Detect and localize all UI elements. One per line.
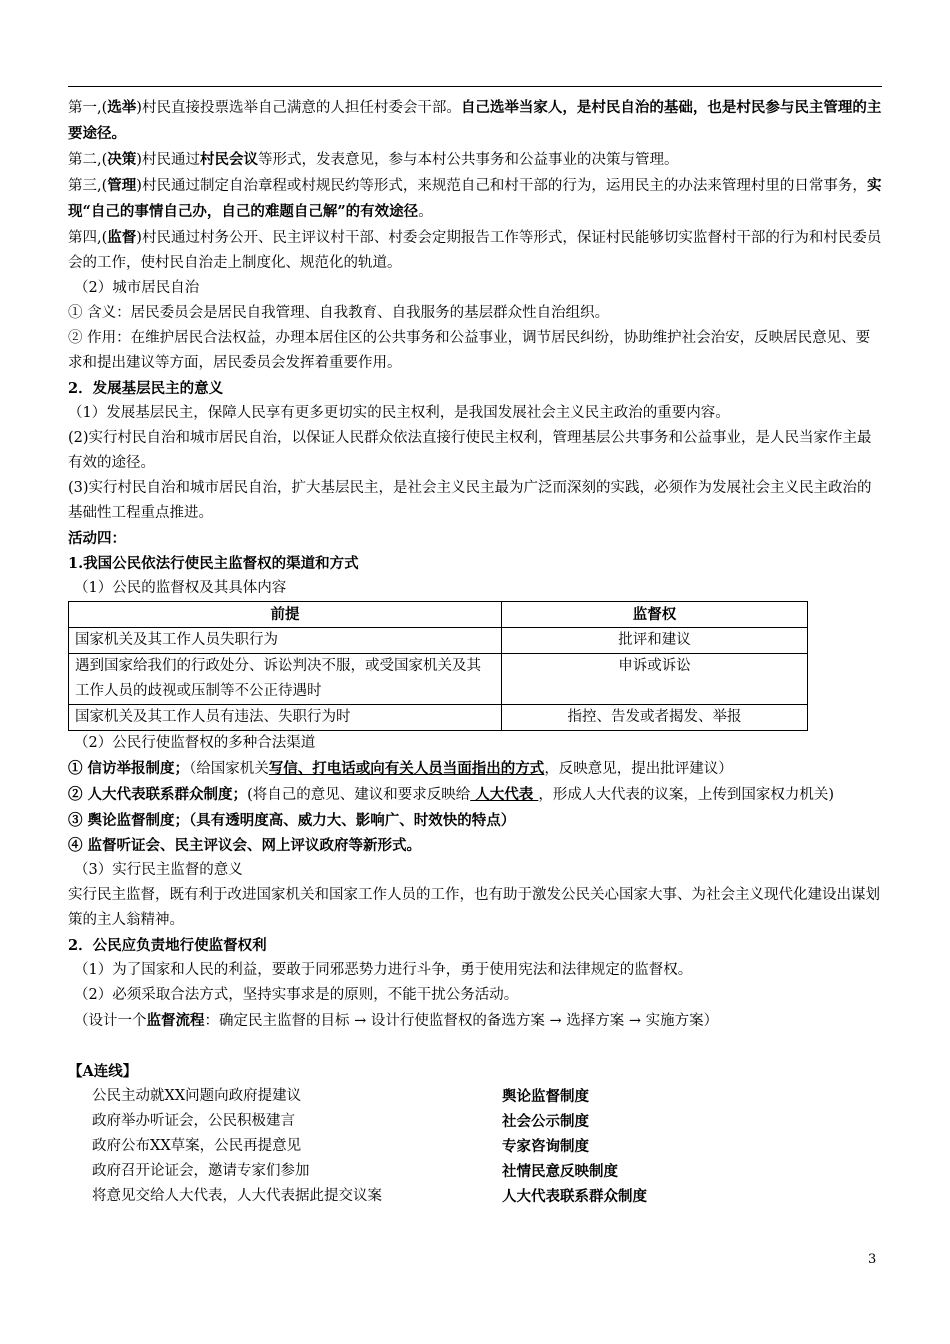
table-cell-right: 指控、告发或者揭发、举报 xyxy=(502,705,808,731)
channel-new-forms: ④ 监督听证会、民主评议会、网上评议政府等新形式。 xyxy=(68,837,422,854)
responsible-item: （2）必须采取合法方式，坚持实事求是的原则，不能干扰公务活动。 xyxy=(74,987,519,1003)
urban-meaning: ① 含义：居民委员会是居民自我管理、自我教育、自我服务的基层群众性自治组织。 xyxy=(68,305,610,321)
table-cell-premise: 国家机关及其工作人员失职行为 xyxy=(69,628,502,654)
supervision-rights-table xyxy=(68,601,808,731)
matching-right-item: 社情民意反映制度 xyxy=(502,1163,618,1180)
matching-left-item: 公民主动就XX问题向政府提建议 xyxy=(92,1088,302,1104)
table-row xyxy=(69,705,808,731)
header-rule xyxy=(68,86,882,87)
matching-title: 【A连线】 xyxy=(68,1063,138,1080)
village-decision-paragraph: 第二,(决策)村民通过村民会议等形式，发表意见，参与本村公共事务和公益事业的决策与管理。 xyxy=(68,151,679,168)
channel-npc-deputies: ② 人大代表联系群众制度；(将自己的意见、建议和要求反映给 人大代表 ，形成人大代表的议案，上传到国家权力机关) xyxy=(68,786,834,803)
table-cell-right: 批评和建议 xyxy=(502,628,808,654)
matching-row xyxy=(68,1159,882,1184)
channels-heading: 1.我国公民依法行使民主监督权的渠道和方式 xyxy=(68,555,359,572)
matching-right-item: 社会公示制度 xyxy=(502,1113,589,1130)
village-supervision-paragraph: 第四,(监督)村民通过村务公开、民主评议村干部、村委会定期报告工作等形式，保证村民能够切实监督村干部的行为和村民委员会的工作，使村民自治走上制度化、规范化的轨道。 xyxy=(68,229,882,271)
legal-channels-subheading: （2）公民行使监督权的多种合法渠道 xyxy=(74,735,316,751)
table-row xyxy=(69,654,808,705)
matching-right-item: 舆论监督制度 xyxy=(502,1088,589,1105)
matching-right-item: 人大代表联系群众制度 xyxy=(502,1188,647,1205)
page-content xyxy=(68,95,882,1209)
supervision-flow: （设计一个监督流程：确定民主监督的目标 → 设计行使监督权的备选方案 → 选择方案 → 实施方案） xyxy=(74,1012,719,1029)
matching-left-item: 将意见交给人大代表，人大代表据此提交议案 xyxy=(92,1188,382,1204)
matching-row xyxy=(68,1084,882,1109)
village-election-paragraph: 第一,(选举)村民直接投票选举自己满意的人担任村委会干部。自己选举当家人，是村民自治的基础，也是村民参与民主管理的主要途径。 xyxy=(68,99,882,142)
table-cell-right: 申诉或诉讼 xyxy=(502,654,808,705)
responsible-heading: 2．公民应负责地行使监督权利 xyxy=(68,937,267,954)
urban-heading: （2）城市居民自治 xyxy=(74,280,200,296)
matching-row xyxy=(68,1184,882,1209)
activity-title: 活动四： xyxy=(68,530,126,547)
table-header-right: 监督权 xyxy=(502,602,808,628)
matching-left-item: 政府召开论证会，邀请专家们参加 xyxy=(92,1163,310,1179)
table-cell-premise: 国家机关及其工作人员有违法、失职行为时 xyxy=(69,705,502,731)
channel-petition: ① 信访举报制度；（给国家机关写信、打电话或向有关人员当面指出的方式，反映意见，提出批评建议） xyxy=(68,760,733,777)
significance-heading: 2．发展基层民主的意义 xyxy=(68,380,224,397)
page-number: 3 xyxy=(868,1252,877,1267)
matching-row xyxy=(68,1109,882,1134)
significance-item: (2)实行村民自治和城市居民自治，以保证人民群众依法直接行使民主权利，管理基层公共事务和公益事业，是人民当家作主最有效的途径。 xyxy=(68,430,872,471)
table-header-premise: 前提 xyxy=(69,602,502,628)
village-management-paragraph: 第三,(管理)村民通过制定自治章程或村规民约等形式，来规范自己和村干部的行为，运用民主的办法来管理村里的日常事务，实现“自己的事情自己办，自己的难题自己解”的有效途径。 xyxy=(68,177,882,220)
channel-public-opinion: ③ 舆论监督制度；（具有透明度高、威力大、影响广、时效快的特点） xyxy=(68,812,516,829)
matching-left-item: 政府举办听证会，公民积极建言 xyxy=(92,1113,295,1129)
supervision-significance-subheading: （3）实行民主监督的意义 xyxy=(74,862,243,878)
table-row xyxy=(69,628,808,654)
urban-role: ② 作用：在维护居民合法权益，办理本居住区的公共事务和公益事业，调节居民纠纷，协助维护社会治安，反映居民意见、要求和提出建议等方面，居民委员会发挥着重要作用。 xyxy=(68,330,871,371)
matching-left-item: 政府公布XX草案，公民再提意见 xyxy=(92,1138,302,1154)
significance-item: (3)实行村民自治和城市居民自治，扩大基层民主，是社会主义民主最为广泛而深刻的实践，必须作为发展社会主义民主政治的基础性工程重点推进。 xyxy=(68,480,872,521)
matching-row xyxy=(68,1134,882,1159)
responsible-item: （1）为了国家和人民的利益，要敢于同邪恶势力进行斗争，勇于使用宪法和法律规定的监督权。 xyxy=(74,962,693,978)
significance-item: （1）发展基层民主，保障人民享有更多更切实的民主权利，是我国发展社会主义民主政治的重要内容。 xyxy=(68,405,730,421)
table-header-row xyxy=(69,602,808,628)
supervision-rights-subheading: （1）公民的监督权及其具体内容 xyxy=(74,580,287,596)
table-cell-premise: 遇到国家给我们的行政处分、诉讼判决不服，或受国家机关及其工作人员的歧视或压制等不公正待遇时 xyxy=(69,654,502,705)
matching-right-item: 专家咨询制度 xyxy=(502,1138,589,1155)
supervision-significance-text: 实行民主监督，既有利于改进国家机关和国家工作人员的工作，也有助于激发公民关心国家大事、为社会主义现代化建设出谋划策的主人翁精神。 xyxy=(68,887,880,928)
